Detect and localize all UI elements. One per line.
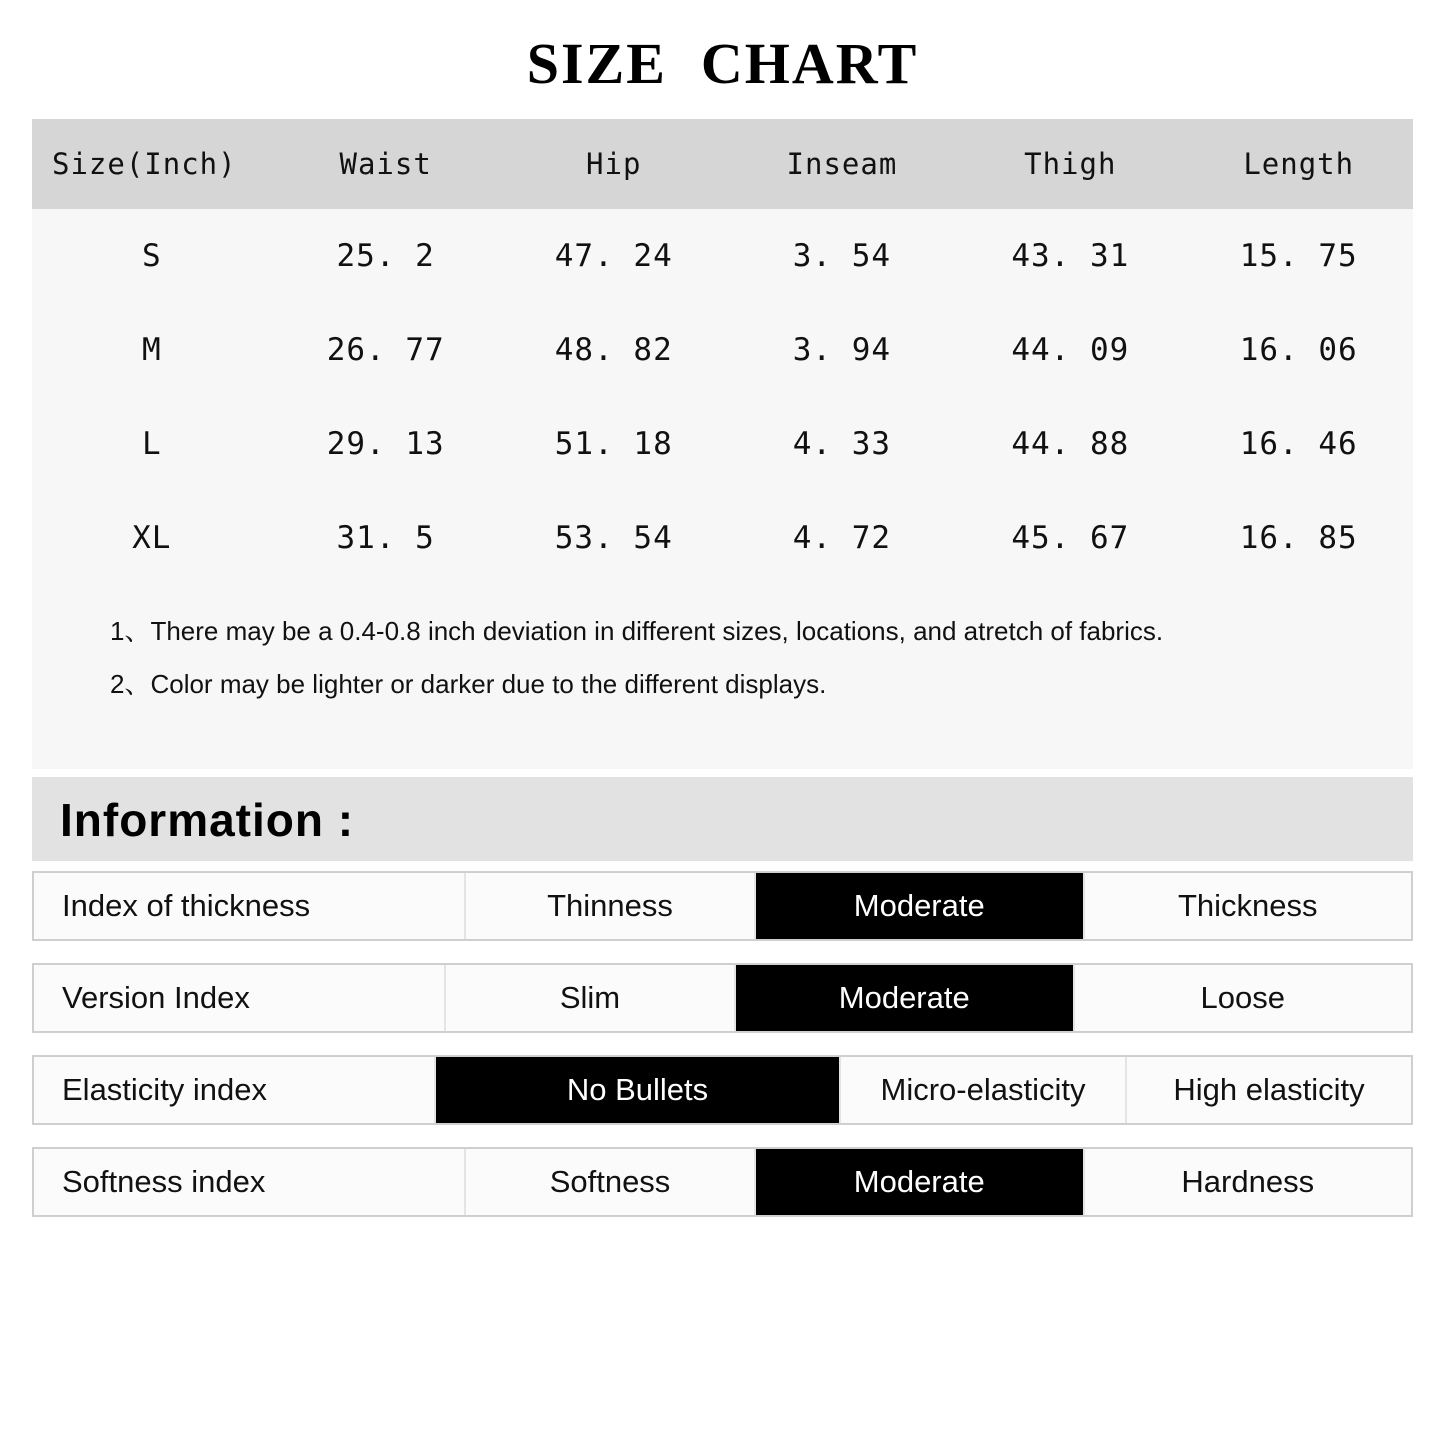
- info-option-micro-elasticity[interactable]: Micro-elasticity: [839, 1057, 1125, 1123]
- table-row: [32, 491, 1413, 585]
- cell-hip: 51. 18: [554, 426, 673, 462]
- table-header-row: [32, 119, 1413, 209]
- cell-thigh: 44. 88: [1011, 426, 1130, 462]
- column-header-inseam: Inseam: [786, 147, 898, 181]
- table-row: [32, 303, 1413, 397]
- size-chart-table-head: [32, 119, 1413, 209]
- cell-length: 16. 06: [1239, 332, 1358, 368]
- info-row-elasticity: [32, 1055, 1413, 1125]
- info-label-thickness: Index of thickness: [62, 888, 311, 923]
- column-header-thigh: Thigh: [1024, 147, 1117, 181]
- cell-size: S: [141, 238, 162, 274]
- cell-thigh: 45. 67: [1011, 520, 1130, 556]
- cell-thigh: 44. 09: [1011, 332, 1130, 368]
- info-option-moderate-version[interactable]: Moderate: [734, 965, 1073, 1031]
- cell-length: 16. 46: [1239, 426, 1358, 462]
- cell-waist: 31. 5: [336, 520, 435, 556]
- notes-section: [32, 585, 1413, 769]
- info-option-moderate-thickness[interactable]: Moderate: [754, 873, 1083, 939]
- cell-inseam: 4. 72: [792, 520, 892, 556]
- note-deviation: 1、There may be a 0.4-0.8 inch deviation in different sizes, locations, and atretch of fabrics.: [110, 616, 1164, 646]
- info-option-softness[interactable]: Softness: [464, 1149, 754, 1215]
- size-chart-table-body: [32, 209, 1413, 585]
- table-row: [32, 397, 1413, 491]
- information-heading: Information :: [60, 794, 355, 846]
- info-row-thickness: [32, 871, 1413, 941]
- cell-inseam: 4. 33: [792, 426, 892, 462]
- page-title: [0, 0, 1445, 119]
- info-option-slim[interactable]: Slim: [444, 965, 734, 1031]
- info-option-moderate-softness[interactable]: Moderate: [754, 1149, 1083, 1215]
- cell-size: L: [141, 426, 162, 462]
- cell-length: 16. 85: [1239, 520, 1358, 556]
- information-rows: [32, 861, 1413, 1217]
- cell-hip: 48. 82: [554, 332, 673, 368]
- cell-hip: 47. 24: [554, 238, 673, 274]
- cell-size: XL: [132, 520, 172, 556]
- cell-waist: 29. 13: [326, 426, 445, 462]
- size-chart-table: [32, 119, 1413, 585]
- page-title-word-1: SIZE: [526, 31, 667, 96]
- info-label-version: Version Index: [62, 980, 250, 1015]
- info-option-thickness[interactable]: Thickness: [1083, 873, 1412, 939]
- cell-size: M: [141, 332, 162, 368]
- cell-thigh: 43. 31: [1011, 238, 1130, 274]
- cell-waist: 26. 77: [326, 332, 445, 368]
- cell-inseam: 3. 54: [792, 238, 892, 274]
- info-option-thinness[interactable]: Thinness: [464, 873, 754, 939]
- page-title-word-2: CHART: [700, 31, 919, 96]
- info-row-version: [32, 963, 1413, 1033]
- cell-inseam: 3. 94: [792, 332, 892, 368]
- column-header-size: Size(Inch): [52, 147, 237, 181]
- info-option-no-bullets[interactable]: No Bullets: [434, 1057, 839, 1123]
- cell-waist: 25. 2: [336, 238, 435, 274]
- info-option-loose[interactable]: Loose: [1073, 965, 1412, 1031]
- info-option-hardness[interactable]: Hardness: [1083, 1149, 1412, 1215]
- cell-hip: 53. 54: [554, 520, 673, 556]
- column-header-waist: Waist: [339, 147, 432, 181]
- cell-length: 15. 75: [1239, 238, 1358, 274]
- information-header: [32, 777, 1413, 861]
- note-color: 2、Color may be lighter or darker due to the different displays.: [110, 669, 827, 699]
- info-label-softness: Softness index: [62, 1164, 266, 1199]
- info-row-softness: [32, 1147, 1413, 1217]
- info-label-elasticity: Elasticity index: [62, 1072, 268, 1107]
- size-chart-table-container: [32, 119, 1413, 585]
- column-header-length: Length: [1243, 147, 1355, 181]
- column-header-hip: Hip: [586, 147, 642, 181]
- table-row: [32, 209, 1413, 303]
- info-option-high-elasticity[interactable]: High elasticity: [1125, 1057, 1411, 1123]
